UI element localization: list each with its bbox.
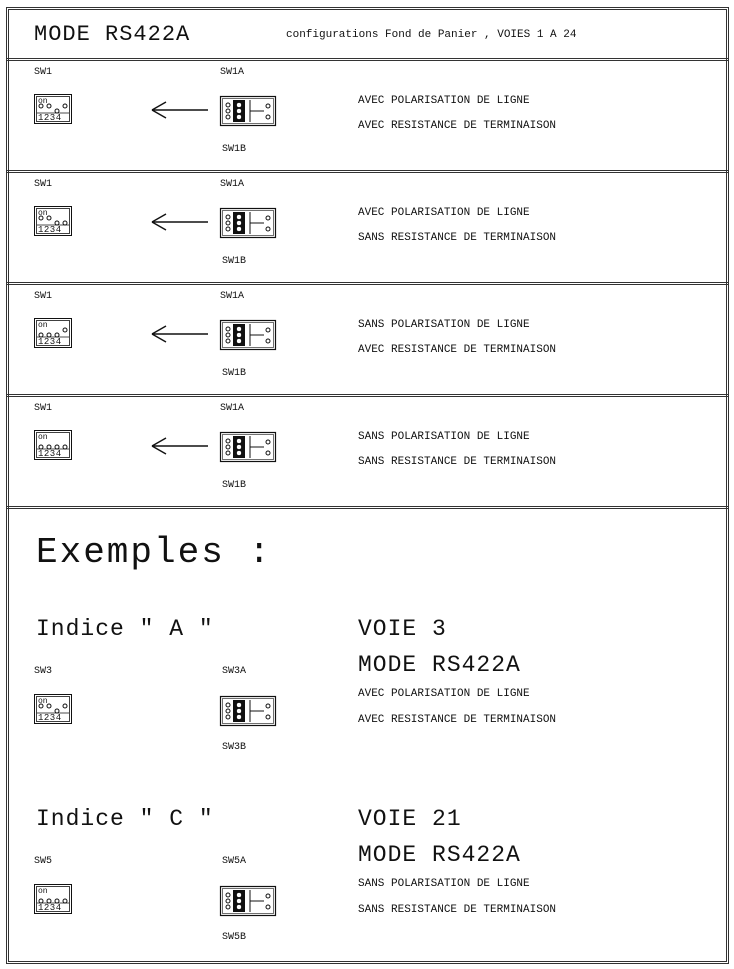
dip-switch-position xyxy=(63,221,67,225)
dip-switch-icon xyxy=(34,94,72,124)
polarisation-text: SANS POLARISATION DE LIGNE xyxy=(358,878,530,890)
jumper-outline xyxy=(221,97,276,126)
dip-on-label: on xyxy=(38,433,48,442)
jumper-pin xyxy=(266,451,270,455)
jumper-pin xyxy=(226,221,230,225)
examples-heading: Exemples : xyxy=(36,532,273,573)
page-subtitle: configurations Fond de Panier , VOIES 1 A 24 xyxy=(286,29,577,41)
jumper-outline xyxy=(221,887,276,916)
polarisation-text: SANS POLARISATION DE LIGNE xyxy=(358,431,530,443)
jumper-pin xyxy=(266,328,270,332)
jumper-pin xyxy=(266,115,270,119)
jumper-pin xyxy=(237,115,241,119)
dip-switch-icon xyxy=(34,318,72,348)
dip-numbers-label: 1234 xyxy=(38,113,62,123)
arrow-head xyxy=(152,102,166,110)
jumper-pin xyxy=(226,451,230,455)
jumper-block-icon xyxy=(220,208,276,238)
jumper-pin xyxy=(226,439,230,443)
dip-numbers-label: 1234 xyxy=(38,713,62,723)
jumper-pin xyxy=(266,339,270,343)
jumper-pin xyxy=(237,893,241,897)
dip-on-label: on xyxy=(38,97,48,106)
dip-switch-position xyxy=(47,104,51,108)
jumper-pin xyxy=(237,333,241,337)
jumper-pin xyxy=(226,899,230,903)
polarisation-text: AVEC POLARISATION DE LIGNE xyxy=(358,207,530,219)
jumper-block-icon xyxy=(220,696,276,726)
switch-label: SW1 xyxy=(34,67,53,78)
jumper-top-label: SW1A xyxy=(220,403,245,414)
arrow-head xyxy=(152,334,166,342)
switch-label: SW3 xyxy=(34,666,53,677)
jumper-pin xyxy=(237,227,241,231)
jumper-pin xyxy=(237,339,241,343)
terminaison-text: SANS RESISTANCE DE TERMINAISON xyxy=(358,456,557,468)
jumper-bottom-label: SW1B xyxy=(222,368,247,379)
jumper-outline xyxy=(221,321,276,350)
jumper-top-label: SW3A xyxy=(222,666,247,677)
dip-on-label: on xyxy=(38,887,48,896)
jumper-pin xyxy=(237,221,241,225)
jumper-outline xyxy=(221,209,276,238)
jumper-bottom-label: SW3B xyxy=(222,742,247,753)
jumper-pin xyxy=(237,899,241,903)
jumper-bottom-label: SW5B xyxy=(222,932,247,943)
section-divider xyxy=(6,506,729,509)
jumper-pin xyxy=(266,715,270,719)
dip-switch-icon xyxy=(34,206,72,236)
polarisation-text: AVEC POLARISATION DE LIGNE xyxy=(358,688,530,700)
switch-label: SW1 xyxy=(34,179,53,190)
jumper-pin xyxy=(266,104,270,108)
jumper-pin xyxy=(226,327,230,331)
jumper-pin xyxy=(226,709,230,713)
jumper-pin xyxy=(237,103,241,107)
dip-switch-icon xyxy=(34,430,72,460)
jumper-pin xyxy=(266,894,270,898)
dip-on-label: on xyxy=(38,697,48,706)
dip-on-label: on xyxy=(38,209,48,218)
arrow-head xyxy=(152,222,166,230)
dip-switch-position xyxy=(63,704,67,708)
switch-label: SW1 xyxy=(34,291,53,302)
jumper-bottom-label: SW1B xyxy=(222,480,247,491)
jumper-pin xyxy=(237,905,241,909)
jumper-pin xyxy=(266,704,270,708)
dip-numbers-label: 1234 xyxy=(38,903,62,913)
jumper-pin xyxy=(237,215,241,219)
section-divider xyxy=(6,58,729,61)
jumper-pin xyxy=(266,440,270,444)
arrow-head xyxy=(152,326,166,334)
jumper-pin xyxy=(226,905,230,909)
dip-numbers-label: 1234 xyxy=(38,225,62,235)
dip-switch-icon xyxy=(34,694,72,724)
dip-switch-position xyxy=(63,899,67,903)
jumper-pin xyxy=(237,715,241,719)
jumper-pin xyxy=(237,451,241,455)
jumper-pin xyxy=(237,709,241,713)
jumper-block-icon xyxy=(220,96,276,126)
jumper-pin xyxy=(226,339,230,343)
page-title: MODE RS422A xyxy=(34,22,191,47)
jumper-pin xyxy=(226,715,230,719)
arrow-left-icon xyxy=(150,100,210,120)
jumper-top-label: SW1A xyxy=(220,291,245,302)
arrow-head xyxy=(152,446,166,454)
jumper-pin xyxy=(266,227,270,231)
jumper-outline xyxy=(221,697,276,726)
dip-switch-position xyxy=(63,104,67,108)
polarisation-text: SANS POLARISATION DE LIGNE xyxy=(358,319,530,331)
jumper-bottom-label: SW1B xyxy=(222,144,247,155)
terminaison-text: AVEC RESISTANCE DE TERMINAISON xyxy=(358,714,557,726)
terminaison-text: AVEC RESISTANCE DE TERMINAISON xyxy=(358,120,557,132)
dip-switch-position xyxy=(63,445,67,449)
terminaison-text: AVEC RESISTANCE DE TERMINAISON xyxy=(358,344,557,356)
jumper-pin xyxy=(226,115,230,119)
switch-label: SW1 xyxy=(34,403,53,414)
dip-switch-position xyxy=(47,704,51,708)
jumper-pin xyxy=(226,445,230,449)
section-divider xyxy=(6,170,729,173)
example-voie: VOIE 21 xyxy=(358,806,462,832)
example-indice: Indice " A " xyxy=(36,616,214,642)
dip-on-label: on xyxy=(38,321,48,330)
jumper-block-icon xyxy=(220,886,276,916)
jumper-top-label: SW1A xyxy=(220,67,245,78)
jumper-top-label: SW1A xyxy=(220,179,245,190)
switch-label: SW5 xyxy=(34,856,53,867)
jumper-pin xyxy=(237,109,241,113)
arrow-head xyxy=(152,214,166,222)
jumper-pin xyxy=(237,439,241,443)
dip-numbers-label: 1234 xyxy=(38,337,62,347)
arrow-left-icon xyxy=(150,324,210,344)
example-mode: MODE RS422A xyxy=(358,842,521,868)
jumper-pin xyxy=(237,327,241,331)
arrow-left-icon xyxy=(150,436,210,456)
dip-switch-position xyxy=(63,328,67,332)
section-divider xyxy=(6,394,729,397)
jumper-pin xyxy=(226,227,230,231)
example-mode: MODE RS422A xyxy=(358,652,521,678)
jumper-pin xyxy=(237,703,241,707)
arrow-head xyxy=(152,110,166,118)
section-divider xyxy=(6,282,729,285)
jumper-pin xyxy=(226,333,230,337)
jumper-outline xyxy=(221,433,276,462)
dip-switch-position xyxy=(47,216,51,220)
jumper-pin xyxy=(226,103,230,107)
dip-numbers-label: 1234 xyxy=(38,449,62,459)
arrow-left-icon xyxy=(150,212,210,232)
jumper-pin xyxy=(226,703,230,707)
example-indice: Indice " C " xyxy=(36,806,214,832)
jumper-pin xyxy=(226,215,230,219)
arrow-head xyxy=(152,438,166,446)
jumper-block-icon xyxy=(220,432,276,462)
jumper-block-icon xyxy=(220,320,276,350)
terminaison-text: SANS RESISTANCE DE TERMINAISON xyxy=(358,904,557,916)
example-voie: VOIE 3 xyxy=(358,616,447,642)
terminaison-text: SANS RESISTANCE DE TERMINAISON xyxy=(358,232,557,244)
jumper-pin xyxy=(266,905,270,909)
jumper-pin xyxy=(266,216,270,220)
polarisation-text: AVEC POLARISATION DE LIGNE xyxy=(358,95,530,107)
dip-switch-icon xyxy=(34,884,72,914)
jumper-top-label: SW5A xyxy=(222,856,247,867)
jumper-pin xyxy=(237,445,241,449)
jumper-pin xyxy=(226,893,230,897)
jumper-pin xyxy=(226,109,230,113)
jumper-bottom-label: SW1B xyxy=(222,256,247,267)
